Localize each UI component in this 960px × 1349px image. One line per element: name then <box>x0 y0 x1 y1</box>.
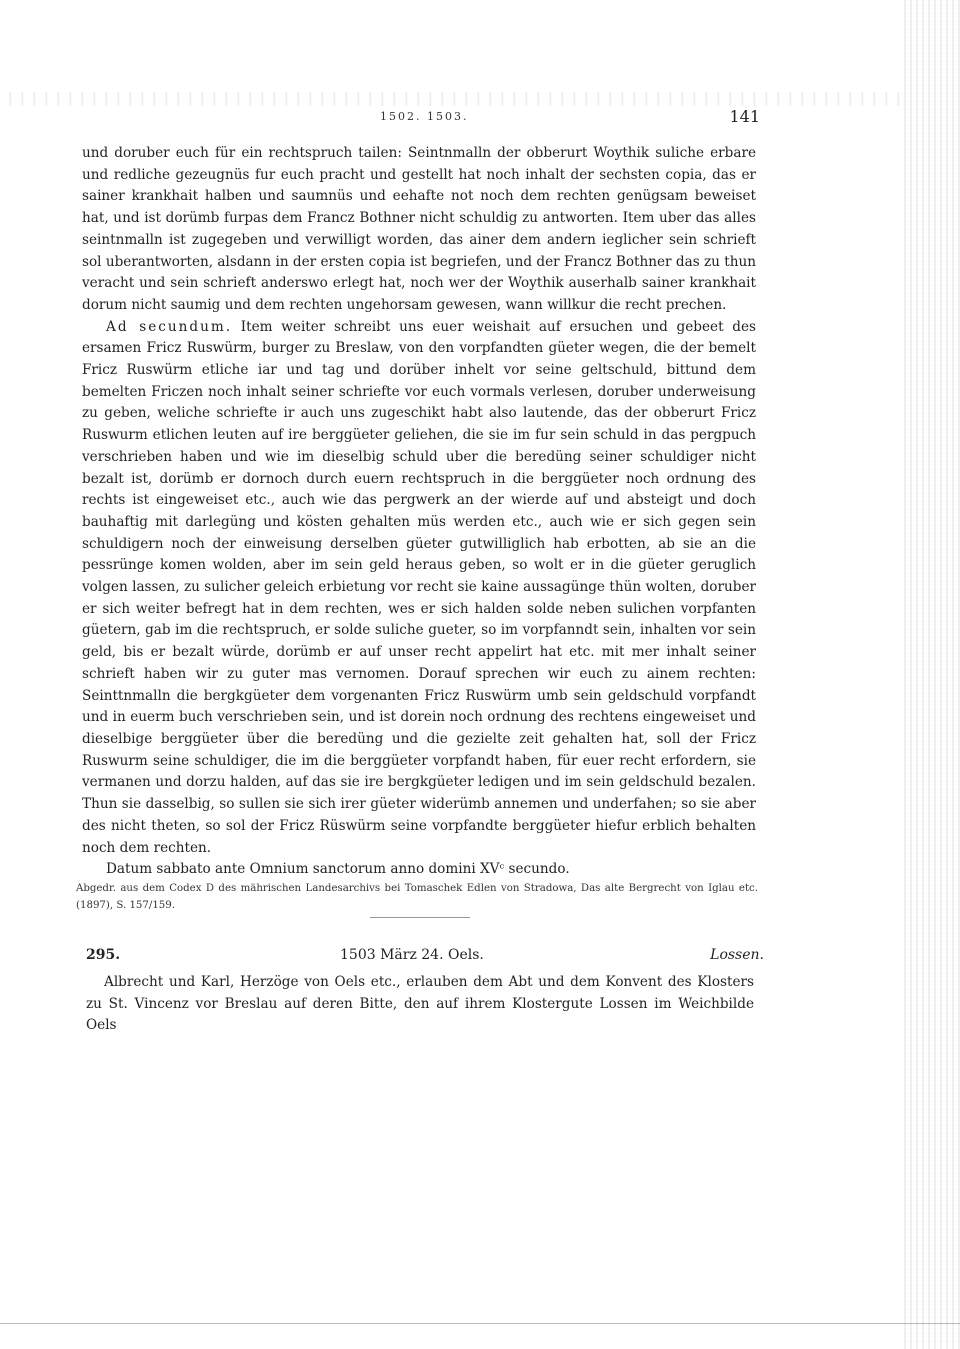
section-divider <box>370 917 470 918</box>
paragraph-2-text: Item weiter schreibt uns euer weishait auf ersuchen und gebeet des ersamen Fricz Ruswürm, burger zu Breslaw, von den vorpfandten güeter wegen, die der bemelt Fricz Ruswürm etliche iar und tag und dorüber inhelt vor seine geltschuld, bittund dem bemelten Friczen noch inhalt seiner schriefte vor euch vormals verlesen, doruber underweisung zu geben, weliche schriefte ir auch uns zugeschikt habt also lautende, das der obberurt Fricz Ruswurm etlichen leuten auf ire berggüeter geliehen, die sie im fur sein schuld in das pergpuch verschrieben haben und wie im dieselbig schuld uber die beredüng seiner schuldiger nicht bezalt ist, dorümb er dornoch durch euern rechtspruch in die berggüeter noch ordnung des rechts ist eingeweiset etc., auch wie das pergwerk an der wierde auf und absteigt und doch bauhaftig mit darlegüng und kösten gehalten müs werden etc., auch wie er sich gegen sein schuldigern noch der einweisung derselben güeter gutwilliglich hab erbotten, ab sie an die pessrünge komen wolden, aber im sein geld heraus geben, so wolt er in die güeter geruglich volgen lassen, zu sulicher geleich erbietung vor recht sie kaine aussagünge thün wolten, doruber er sich weiter befregt hat in dem rechten, wes er sich halden solde neben sulichen vorpfanten güetern, gab im die rechtspruch, er solde suliche gueter, so im vorpfanndt sein, inhalten vor sein geld, bis er bezalt würde, dorümb er auf unser recht appelirt hat etc. mit mer inhalt seiner schrieft haben wir zu guter mas vernomen. Dorauf sprechen wir euch zu ainem rechten: Seinttnmalln die bergkgüeter dem vorgenanten Fricz Ruswürm umb sein geldschuld vorpfandt und in euerm buch verschrieben sein, und ist dorein noch ordnung des rechtens eingeweiset und dieselbige berggüeter über die beredüng und die gezielte zeit gehalten hat, soll der Fricz Ruswurm seine schuldiger, die im die berggüeter vorpfandt haben, für euer recht erfordern, sie vermanen und dorzu halden, auf das sie ire bergkgüeter ledigen und im sein geldschuld bezalen. Thun sie dasselbig, so sullen sie sich irer güeter widerümb annemen und underfahen; so sie aber des nicht theten, so sol der Fricz Rüswürm seine vorpfandte berggüeter hiefur erblich behalten noch dem rechten. <box>82 318 756 856</box>
section-heading-ad-secundum: Ad secundum. <box>106 318 233 335</box>
entry-place: Lossen. <box>710 947 764 963</box>
entry-summary: Albrecht und Karl, Herzöge von Oels etc., erlauben dem Abt und dem Konvent des Klosters zu St. Vincenz vor Breslau auf deren Bitte, den auf ihrem Klostergute Lossen im Weichbilde Oels <box>86 974 754 1033</box>
scan-edge-artifact <box>900 0 960 1349</box>
entry-date: 1503 März 24. Oels. <box>340 947 484 963</box>
date-clause: Datum sabbato ante Omnium sanctorum anno domini XVᶜ secundo. <box>106 861 570 878</box>
page-number: 141 <box>729 107 760 126</box>
running-header <box>380 107 760 132</box>
paragraph-1: und doruber euch für ein rechtspruch tailen: Seintnmalln der obberurt Woythik suliche erbare und redliche gezeugnüs fur euch pracht und gestellt hat noch inhalt der sechsten copia, das er sainer krankhait halben und saumnüs und eehafte not noch dem rechten genügsam beweiset hat, und ist dorümb furpas dem Francz Bothner nicht schuldig zu antworten. Item uber das alles seintnmalln ist zugegeben und verwilligt worden, das ainer dem andern ieglicher sein schrieft sol uberantworten, alsdann in der ersten copia ist begriefen, und der Francz Bothner das zu thun veracht und sein schrieft anderswo erlegt hat, noch wer der Woythik auserhalb sainer krankhait dorum nicht saumig und dem rechten ungehorsam gewesen, wann willkur die recht prechen. <box>82 145 756 313</box>
main-text <box>82 143 756 881</box>
scan-speckle <box>0 92 900 106</box>
page-bottom-line <box>0 1323 960 1324</box>
entry-body <box>86 972 754 1037</box>
entry-number: 295. <box>86 947 121 963</box>
paragraph-2 <box>82 317 756 860</box>
entry-header <box>86 947 764 969</box>
header-years: 1502. 1503. <box>380 110 469 123</box>
source-note-text: Abgedr. aus dem Codex D des mährischen Landesarchivs bei Tomaschek Edlen von Stradowa, Das alte Bergrecht von Iglau etc. (1897), S. 157/159. <box>76 883 758 912</box>
